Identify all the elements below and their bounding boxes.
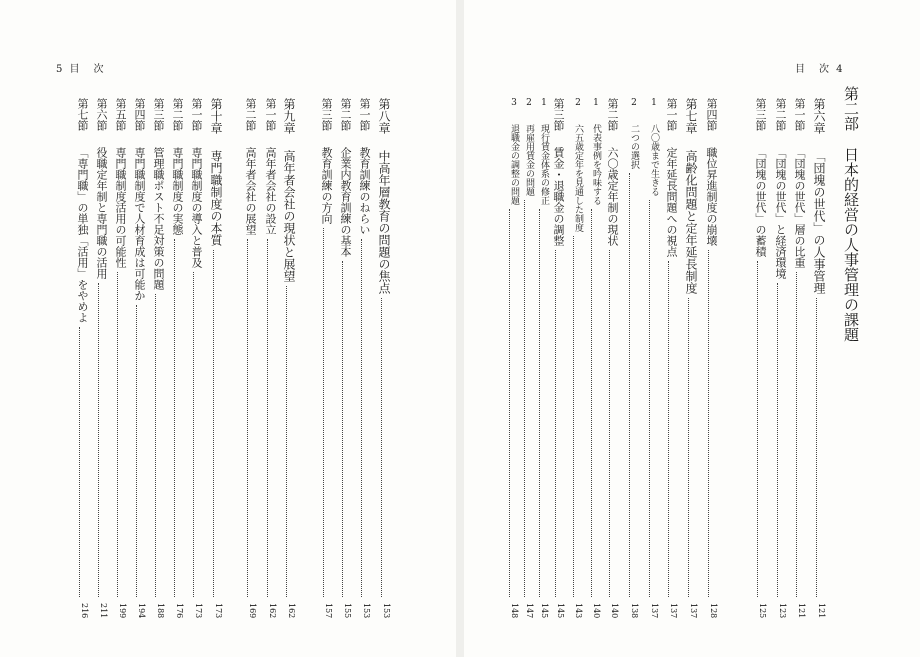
toc-entry-page-number: 121 [817, 602, 826, 618]
toc-entry-title: 高年者会社の現状と展望 [282, 150, 296, 282]
toc-entry-title: 企業内教育訓練の基本 [339, 147, 352, 257]
toc-entry-page-number: 138 [630, 602, 639, 618]
dot-leader [78, 327, 80, 597]
toc-entry-page-number: 153 [382, 602, 391, 618]
toc-entry-page-number: 188 [156, 602, 165, 618]
toc-entry-title: 「団塊の世代」層の比重 [793, 147, 806, 268]
toc-entry-title: 八〇歳まで生きる [649, 124, 659, 196]
toc-entry-title: 専門職制度活用の可能性 [114, 147, 127, 268]
toc-entry-section [600, 98, 618, 618]
toc-entry-number: 第四節 [705, 98, 718, 131]
dot-leader [508, 209, 510, 597]
toc-entry-title: 高齢化問題と定年延長制度 [684, 150, 698, 294]
toc-entry-title: 「団塊の世代」の人事管理 [812, 150, 826, 294]
toc-entry-number: 第二節 [339, 98, 352, 131]
dot-leader [266, 239, 268, 597]
toc-entry-number: 第二節 [606, 98, 619, 131]
toc-entry-number: 第三節 [552, 98, 565, 131]
toc-entry-sub [564, 98, 582, 618]
toc-entry-number: 第三節 [152, 98, 165, 131]
toc-entry-page-number: 137 [650, 602, 659, 618]
toc-entry-page-number: 145 [540, 602, 549, 618]
dot-leader [154, 294, 156, 597]
dot-leader [648, 200, 650, 597]
toc-entry-number: 第六節 [95, 98, 108, 131]
toc-entry-sub [582, 98, 600, 618]
dot-leader [523, 200, 525, 597]
toc-entry-section [352, 98, 370, 618]
toc-entry-title: 二つの選択 [629, 124, 639, 169]
toc-entry-title: 役職定年制と専門職の活用 [95, 147, 108, 279]
toc-entry-section [165, 98, 183, 618]
dot-leader [590, 209, 592, 597]
toc-entry-page-number: 121 [797, 602, 806, 618]
toc-entry-number: 第二節 [171, 98, 184, 131]
toc-entry-number: 第六章 [812, 98, 826, 134]
toc-entry-page-number: 176 [175, 602, 184, 618]
toc-entry-title: 再雇用賃金の問題 [524, 124, 534, 196]
toc-entry-page-number: 123 [778, 602, 787, 618]
toc-entry-sub [500, 98, 518, 618]
dot-leader [776, 283, 778, 597]
toc-entry-page-number: 145 [556, 602, 565, 618]
toc-entry-number: 第一節 [358, 98, 371, 131]
toc-entry-title: 日本的経営の人事管理の課題 [842, 147, 860, 342]
toc-entry-page-number: 148 [510, 602, 519, 618]
toc-entry-number: 第一節 [190, 98, 203, 131]
dot-leader [380, 298, 382, 597]
toc-entry-chapter [679, 98, 697, 618]
toc-entry-page-number: 128 [709, 602, 718, 618]
toc-entry-page-number: 147 [525, 602, 534, 618]
toc-entry-chapter [807, 98, 825, 618]
dot-leader [192, 272, 194, 597]
dot-leader [97, 283, 99, 597]
toc-entry-title: 六五歳定年を見通した制度 [573, 124, 583, 232]
dot-leader [538, 209, 540, 597]
toc-entry-section [89, 98, 107, 618]
toc-entry-number: 第七章 [684, 98, 698, 134]
toc-entry-number: 第二節 [774, 98, 787, 131]
toc-entry-title: 教育訓練のねらい [358, 147, 371, 235]
toc-entry-page-number: 157 [324, 602, 333, 618]
toc-entry-title: 六〇歳定年制の現状 [606, 147, 619, 246]
toc-entry-page-number: 140 [592, 602, 601, 618]
toc-entry-section [768, 98, 786, 618]
toc-entry-number: 1 [649, 98, 659, 108]
dot-leader [173, 239, 175, 597]
toc-entry-section [699, 98, 717, 618]
toc-entry-number: 第九章 [282, 98, 296, 134]
toc-entry-title: 専門職制度の実態 [171, 147, 184, 235]
toc-entry-title: 定年延長問題への視点 [665, 147, 678, 257]
toc-entry-title: 管理職ポスト不足対策の問題 [152, 147, 165, 290]
toc-entry-page-number: 137 [669, 602, 678, 618]
toc-entry-title: 高年者会社の設立 [264, 147, 277, 235]
toc-entry-number: 3 [509, 98, 519, 108]
toc-entry-number: 2 [629, 98, 639, 108]
toc-entry-title: 教育訓練の方向 [320, 147, 333, 224]
dot-leader [628, 173, 630, 597]
toc-entry-section [127, 98, 145, 618]
toc-entry-number: 第八章 [377, 98, 391, 134]
toc-entry-number: 第十章 [209, 98, 223, 134]
dot-leader [608, 250, 610, 597]
dot-leader [285, 286, 287, 597]
toc-entry-title: 専門職制度の本質 [209, 150, 223, 246]
toc-entry-title: 現行賃金体系の修正 [539, 124, 549, 205]
dot-leader [707, 250, 709, 597]
toc-entry-section [748, 98, 766, 618]
left-folio: 5 目 次 [56, 64, 106, 75]
toc-entry-title: 退職金の調整の問題 [509, 124, 519, 205]
toc-entry-section [108, 98, 126, 618]
toc-entry-sub [640, 98, 658, 618]
dot-leader [246, 239, 248, 597]
toc-entry-page-number: 155 [343, 602, 352, 618]
toc-entry-title: 高年者会社の展望 [244, 147, 257, 235]
book-spine [456, 0, 464, 657]
dot-leader [756, 261, 758, 597]
toc-entry-title: 職位昇進制度の崩壊 [705, 147, 718, 246]
toc-entry-page-number: 137 [689, 602, 698, 618]
toc-entry-number: 第三節 [754, 98, 767, 131]
toc-entry-section [184, 98, 202, 618]
dot-leader [360, 239, 362, 597]
toc-entry-page-number: 162 [287, 602, 296, 618]
toc-entry-number: 第三節 [320, 98, 333, 131]
dot-leader [795, 272, 797, 597]
toc-entry-section [787, 98, 805, 618]
dot-leader [554, 250, 556, 597]
dot-leader [135, 305, 137, 597]
toc-entry-number: 第一節 [264, 98, 277, 131]
toc-entry-chapter [372, 98, 390, 618]
toc-entry-section [314, 98, 332, 618]
toc-entry-section [659, 98, 677, 618]
toc-entry-number: 第一節 [793, 98, 806, 131]
dot-leader [212, 250, 214, 597]
right-folio: 目 次 4 [795, 64, 845, 75]
toc-entry-page-number: 194 [137, 602, 146, 618]
toc-entry-page-number: 169 [248, 602, 257, 618]
toc-entry-page-number: 140 [610, 602, 619, 618]
toc-entry-number: 第五節 [114, 98, 127, 131]
toc-entry-section [146, 98, 164, 618]
dot-leader [687, 298, 689, 597]
toc-entry-number: 1 [539, 98, 549, 108]
toc-entry-section [238, 98, 256, 618]
toc-entry-page-number: 143 [574, 602, 583, 618]
toc-entry-page-number: 173 [214, 602, 223, 618]
toc-entry-page-number: 173 [194, 602, 203, 618]
toc-entry-title: 「団塊の世代」と経済環境 [774, 147, 787, 279]
toc-entry-title: 代表事例を吟味する [591, 124, 601, 205]
toc-entry-number: 第二節 [244, 98, 257, 131]
toc-entry-page-number: 153 [362, 602, 371, 618]
toc-entry-number: 第二部 [842, 86, 860, 131]
toc-entry-number: 2 [573, 98, 583, 108]
toc-entry-section [70, 98, 88, 618]
toc-entry-title: 「専門職」の単独「活用」をやめよ [76, 147, 89, 323]
toc-entry-title: 専門職制度で人材育成は可能か [133, 147, 146, 301]
toc-entry-title: 「団塊の世代」の蓄積 [754, 147, 767, 257]
toc-entry-page-number: 125 [758, 602, 767, 618]
dot-leader [815, 298, 817, 597]
toc-entry-number: 2 [524, 98, 534, 108]
dot-leader [116, 272, 118, 597]
toc-entry-title: 賃金・退職金の調整 [552, 147, 565, 246]
dot-leader [667, 261, 669, 597]
toc-entry-section [258, 98, 276, 618]
toc-entry-number: 第一節 [665, 98, 678, 131]
toc-entry-number: 第七節 [76, 98, 89, 131]
toc-entry-page-number: 162 [268, 602, 277, 618]
dot-leader [322, 228, 324, 597]
toc-entry-page-number: 216 [80, 602, 89, 618]
toc-entry-chapter [277, 98, 295, 618]
toc-entry-page-number: 211 [99, 602, 108, 618]
toc-entry-number: 第四節 [133, 98, 146, 131]
toc-entry-page-number: 199 [118, 602, 127, 618]
toc-entry-sub [620, 98, 638, 618]
toc-entry-part [836, 86, 858, 618]
toc-entry-chapter [204, 98, 222, 618]
toc-entry-number: 1 [591, 98, 601, 108]
toc-entry-title: 中高年層教育の問題の焦点 [377, 150, 391, 294]
toc-entry-title: 専門職制度の導入と普及 [190, 147, 203, 268]
dot-leader [341, 261, 343, 597]
dot-leader [572, 236, 574, 597]
toc-entry-section [333, 98, 351, 618]
